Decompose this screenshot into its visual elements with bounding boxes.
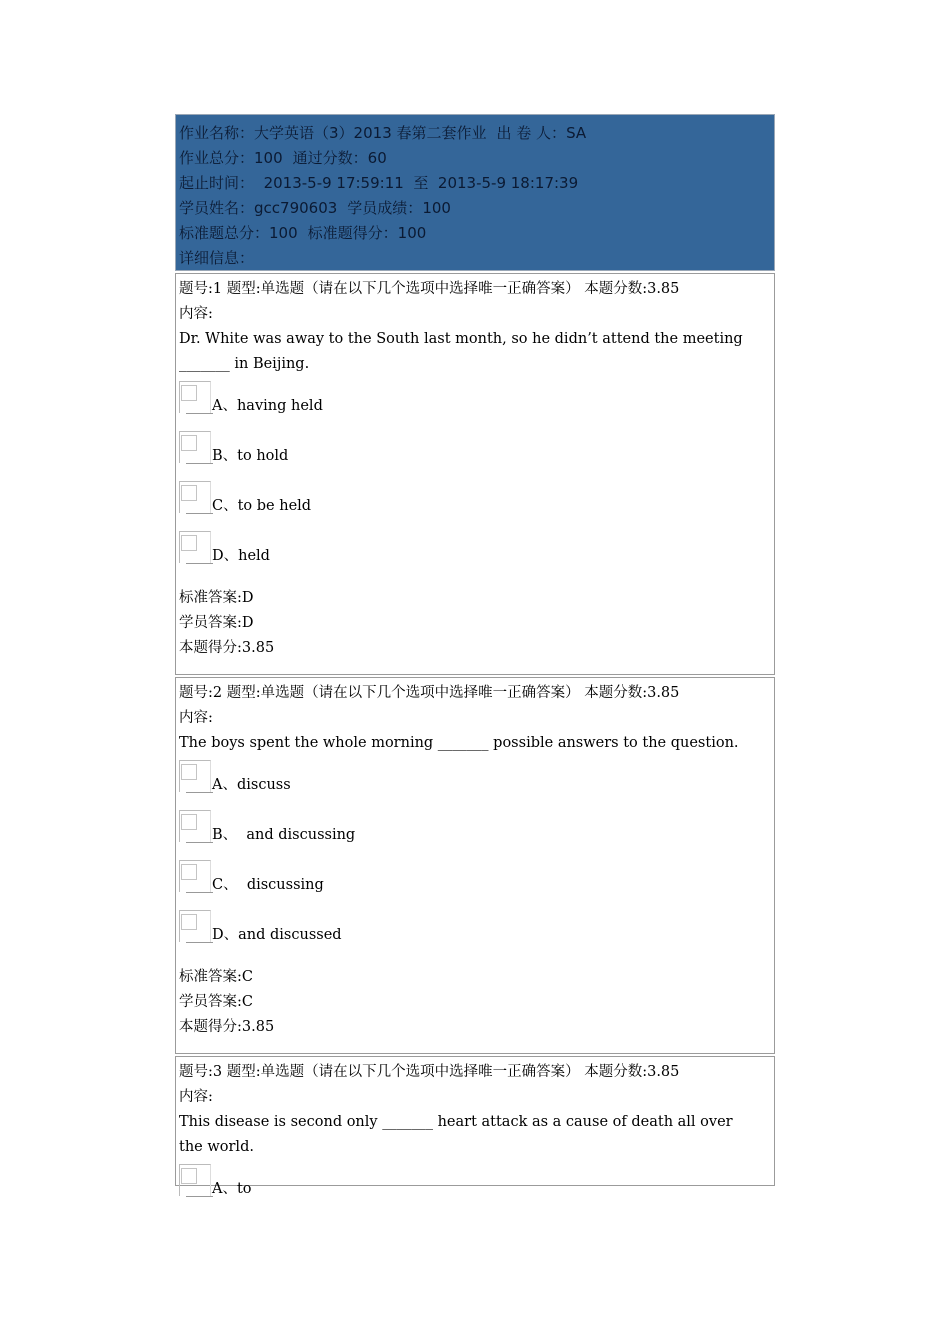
question-header: 题号:3 题型:单选题（请在以下几个选项中选择唯一正确答案） 本题分数:3.85: [179, 1064, 680, 1080]
assignment-name-row: [179, 121, 771, 146]
time-separator: 至: [413, 174, 429, 192]
option-checkbox[interactable]: [179, 531, 211, 563]
option-label: A、discuss: [212, 777, 291, 793]
option-checkbox[interactable]: [179, 910, 211, 942]
student-answer: 学员答案:D: [179, 615, 254, 631]
assignment-name-label: 作业名称：: [179, 124, 255, 142]
question-content: The boys spent the whole morning _______ possible answers to the question.: [179, 735, 739, 751]
time-label: 起止时间：: [179, 174, 255, 192]
question-header: 题号:1 题型:单选题（请在以下几个选项中选择唯一正确答案） 本题分数:3.85: [179, 281, 680, 297]
standard-answer: 标准答案:D: [179, 590, 254, 606]
time-end: 2013-5-9 18:17:39: [437, 174, 579, 192]
total-score-label: 作业总分：: [179, 149, 255, 167]
score-row: [179, 146, 771, 171]
question-content: This disease is second only _______ heart attack as a cause of death all over the world.: [179, 1114, 733, 1155]
question-header: 题号:2 题型:单选题（请在以下几个选项中选择唯一正确答案） 本题分数:3.85: [179, 685, 680, 701]
option-c[interactable]: [179, 856, 771, 906]
student-name-label: 学员姓名：: [179, 199, 255, 217]
assignment-name-value: 大学英语（3）2013 春第二套作业: [254, 124, 487, 142]
student-score-label: 学员成绩：: [347, 199, 423, 217]
option-label: C、 discussing: [212, 877, 324, 893]
option-label: B、 and discussing: [212, 827, 356, 843]
question-block: [175, 273, 775, 675]
option-checkbox[interactable]: [179, 381, 211, 413]
question-content-label: 内容:: [179, 306, 213, 322]
question-block: [175, 1056, 775, 1197]
author-value: SA: [566, 124, 587, 142]
standard-score-value: 100: [397, 224, 427, 242]
pass-score-label: 通过分数：: [292, 149, 368, 167]
option-a[interactable]: [179, 756, 771, 806]
student-score-value: 100: [422, 199, 451, 217]
option-label: A、to: [212, 1181, 252, 1197]
option-checkbox[interactable]: [179, 1164, 211, 1196]
standard-answer: 标准答案:C: [179, 969, 253, 985]
question-content: Dr. White was away to the South last month, so he didn’t attend the meeting _______ in Beijing.: [179, 331, 743, 372]
standard-score-label: 标准题得分：: [307, 224, 398, 242]
detail-row: [179, 246, 771, 271]
question-score: 本题得分:3.85: [179, 640, 275, 656]
question-score: 本题得分:3.85: [179, 1019, 275, 1035]
option-checkbox[interactable]: [179, 860, 211, 892]
assignment-summary-header: [175, 114, 775, 271]
student-name-value: gcc790603: [254, 199, 338, 217]
pass-score-value: 60: [367, 149, 387, 167]
option-d[interactable]: [179, 527, 771, 577]
standard-total-value: 100: [269, 224, 298, 242]
option-checkbox[interactable]: [179, 481, 211, 513]
student-row: [179, 196, 771, 221]
standard-total-label: 标准题总分：: [179, 224, 270, 242]
option-checkbox[interactable]: [179, 810, 211, 842]
option-label: D、held: [212, 548, 270, 564]
option-label: C、to be held: [212, 498, 312, 514]
option-label: A、having held: [212, 398, 323, 414]
standard-score-row: [179, 221, 771, 246]
option-b[interactable]: [179, 427, 771, 477]
option-a[interactable]: [179, 1160, 771, 1210]
author-label: 出 卷 人：: [496, 124, 567, 142]
detail-label: 详细信息：: [179, 249, 255, 267]
option-c[interactable]: [179, 477, 771, 527]
option-a[interactable]: [179, 377, 771, 427]
question-block: [175, 677, 775, 1054]
option-b[interactable]: [179, 806, 771, 856]
total-score-value: 100: [254, 149, 283, 167]
option-d[interactable]: [179, 906, 771, 956]
time-start: 2013-5-9 17:59:11: [263, 174, 404, 192]
option-checkbox[interactable]: [179, 431, 211, 463]
option-checkbox[interactable]: [179, 760, 211, 792]
assignment-page: [175, 114, 775, 1197]
time-row: [179, 171, 771, 196]
question-content-label: 内容:: [179, 710, 213, 726]
question-content-label: 内容:: [179, 1089, 213, 1105]
option-label: B、to hold: [212, 448, 289, 464]
option-label: D、and discussed: [212, 927, 342, 943]
student-answer: 学员答案:C: [179, 994, 253, 1010]
